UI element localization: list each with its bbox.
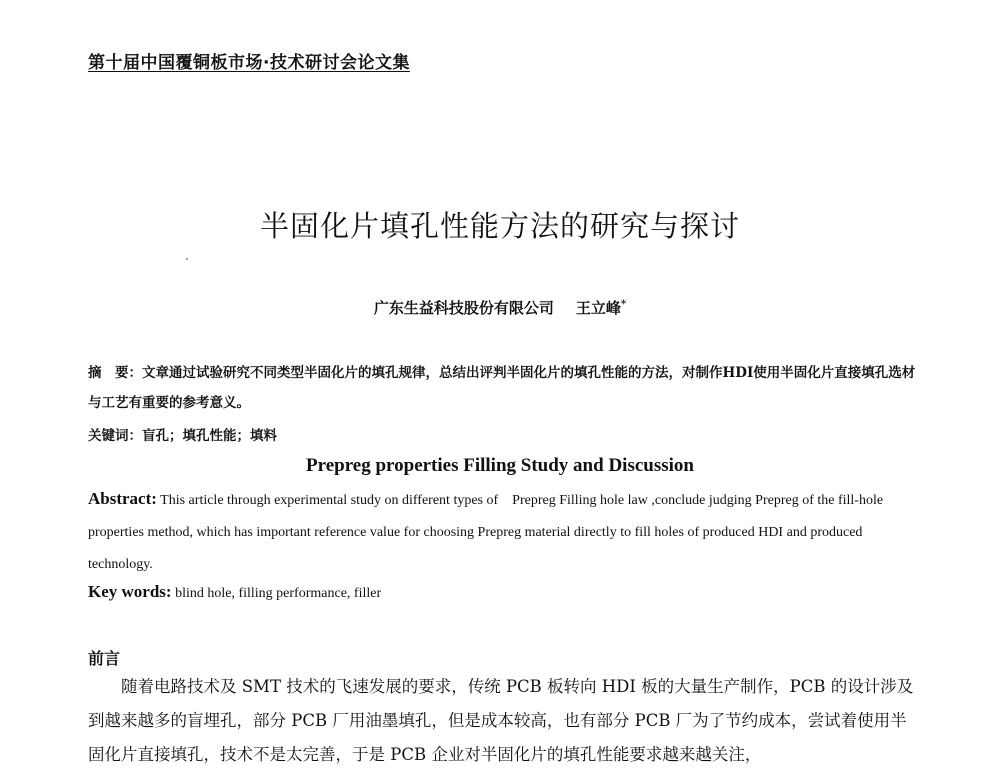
abstract-en-label: Abstract: — [88, 489, 157, 508]
paper-title-en: Prepreg properties Filling Study and Discussion — [306, 455, 694, 476]
keywords-cn-text: 盲孔；填孔性能；填料 — [142, 428, 277, 444]
author-name: 王立峰 — [575, 299, 621, 317]
author-footnote-mark: * — [620, 299, 627, 310]
affiliation: 广东生益科技股份有限公司 — [373, 299, 554, 317]
abstract-cn — [88, 358, 918, 418]
abstract-en-text: This article through experimental study on different types of Prepreg Filling hole law ,conclude judging Prepreg of the fill-hole properties method, which has important reference value for choosing Prepreg material directly to fill holes of produced HDI and produced technology. — [88, 493, 884, 572]
keywords-cn-label: 关键词： — [88, 428, 142, 444]
abstract-en — [88, 483, 928, 581]
keywords-en-text: blind hole, filling performance, filler — [175, 586, 382, 601]
abstract-cn-label: 摘 要： — [88, 365, 142, 381]
keywords-cn — [88, 424, 277, 444]
section-heading: 前言 — [88, 649, 121, 668]
scan-speck — [186, 258, 188, 260]
intro-paragraph: 随着电路技术及 SMT 技术的飞速发展的要求，传统 PCB 板转向 HDI 板的大量生产制作，PCB 的设计涉及到越来越多的盲埋孔，部分 PCB 厂用油墨填孔，但是成本较高，也有部分 PCB 厂为了节约成本，尝试着使用半固化片直接填孔，技术不是太完善，于是 PCB 企业对半固化片的填孔性能要求越来越关注， — [88, 677, 914, 764]
author-line — [0, 297, 1000, 318]
abstract-cn-text: 文章通过试验研究不同类型半固化片的填孔规律，总结出评判半固化片的填孔性能的方法，对制作HDI使用半固化片直接填孔选材与工艺有重要的参考意义。 — [88, 365, 916, 411]
journal-header: 第十届中国覆铜板市场·技术研讨会论文集 — [88, 53, 410, 73]
paper-title: 半固化片填孔性能方法的研究与探讨 — [259, 209, 740, 243]
keywords-en — [88, 582, 381, 602]
keywords-en-label: Key words: — [88, 582, 172, 601]
